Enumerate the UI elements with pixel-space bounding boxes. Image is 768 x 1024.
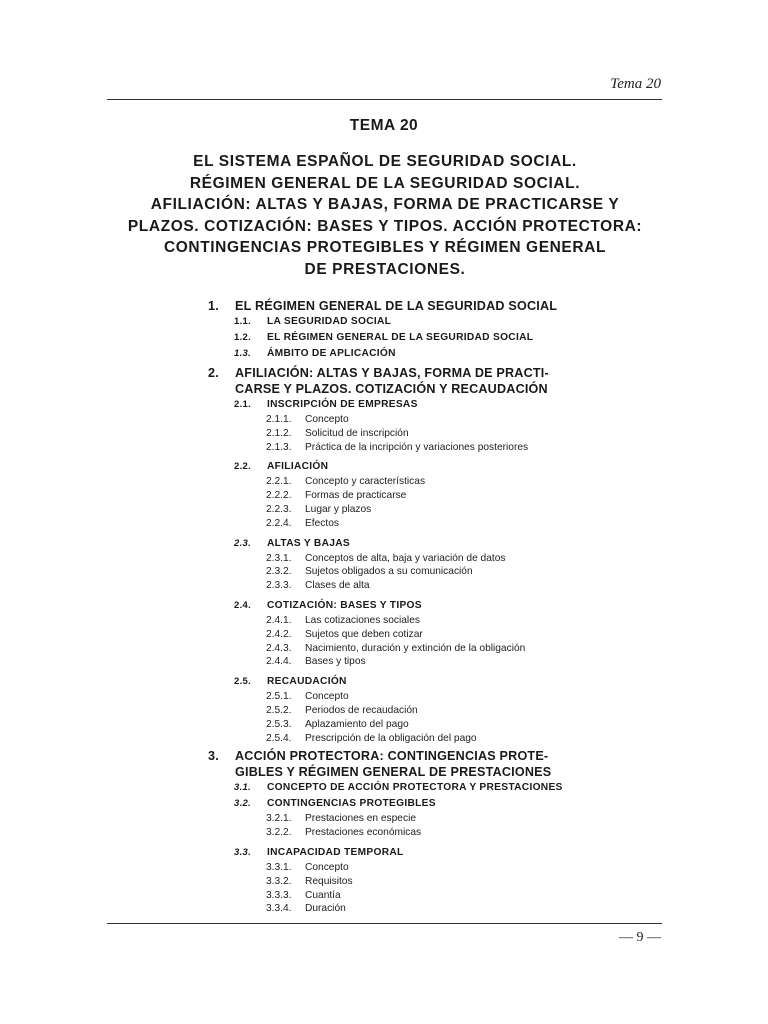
- section-number: 3.: [208, 749, 219, 764]
- toc-subsection: [0, 346, 768, 362]
- toc-item: [0, 565, 768, 579]
- item-number: 2.1.2.: [266, 427, 292, 439]
- item-number: 2.5.2.: [266, 704, 292, 716]
- item-label: Sujetos que deben cotizar: [305, 628, 423, 640]
- toc-item: [0, 889, 768, 903]
- toc-item: [0, 489, 768, 503]
- item-label: Solicitud de inscripción: [305, 427, 409, 439]
- item-number: 3.3.4.: [266, 903, 292, 915]
- item-label: Bases y tipos: [305, 656, 366, 668]
- subsection-label: RECAUDACIÓN: [267, 676, 347, 688]
- subsection-number: 1.3.: [234, 348, 252, 359]
- toc-item: [0, 718, 768, 732]
- toc-item: [0, 441, 768, 455]
- subsection-number: 3.1.: [234, 782, 252, 794]
- item-number: 2.2.3.: [266, 503, 292, 515]
- toc-item: [0, 503, 768, 517]
- item-label: Concepto y características: [305, 476, 426, 488]
- section-number: 1.: [208, 299, 219, 313]
- toc-item: [0, 614, 768, 628]
- item-number: 2.4.1.: [266, 614, 292, 626]
- item-number: 3.3.1.: [266, 861, 292, 873]
- subsection-label: CONTINGENCIAS PROTEGIBLES: [267, 798, 436, 810]
- item-label: Clases de alta: [305, 580, 370, 592]
- toc-subsection: [0, 314, 768, 330]
- item-label: Nacimiento, duración y extinción de la obligación: [305, 642, 526, 654]
- item-number: 2.3.1.: [266, 552, 292, 564]
- item-label: Las cotizaciones sociales: [305, 614, 420, 626]
- toc-item: [0, 427, 768, 441]
- item-number: 2.5.4.: [266, 732, 292, 744]
- item-label: Prestaciones en especie: [305, 813, 416, 825]
- subsection-label: ALTAS Y BAJAS: [267, 537, 350, 549]
- toc-section: [0, 298, 585, 314]
- item-number: 2.5.1.: [266, 691, 292, 703]
- toc-subsection: [0, 598, 768, 614]
- toc-item: [0, 732, 768, 746]
- subsection-number: 2.2.: [234, 461, 252, 473]
- toc-item: [0, 704, 768, 718]
- main-title-line: CONTINGENCIAS PROTEGIBLES Y RÉGIMEN GENERAL: [163, 239, 607, 256]
- tema-title: TEMA 20: [349, 117, 419, 134]
- main-title: [100, 151, 670, 280]
- item-number: 3.2.1.: [266, 813, 292, 825]
- item-label: Cuantía: [305, 889, 341, 901]
- subsection-number: 1.1.: [234, 316, 252, 327]
- item-label: Requisitos: [305, 875, 353, 887]
- item-number: 2.1.1.: [266, 414, 292, 425]
- section-title-line: ACCIÓN PROTECTORA: CONTINGENCIAS PROTE-: [235, 749, 549, 764]
- item-number: 2.4.2.: [266, 628, 292, 640]
- subsection-number: 2.1.: [234, 399, 252, 410]
- footer-rule: [107, 923, 662, 924]
- toc-subsection: [0, 536, 768, 552]
- item-number: 2.3.3.: [266, 580, 292, 592]
- item-label: Prestaciones económicas: [305, 827, 422, 839]
- toc-section: [0, 748, 585, 780]
- section-title-line: CARSE Y PLAZOS. COTIZACIÓN Y RECAUDACIÓN: [235, 382, 548, 396]
- toc-item: [0, 475, 768, 489]
- item-label: Duración: [305, 903, 346, 915]
- toc-item: [0, 628, 768, 642]
- subsection-number: 3.2.: [234, 798, 252, 810]
- toc-subsection: [0, 674, 768, 690]
- subsection-label: COTIZACIÓN: BASES Y TIPOS: [267, 599, 422, 611]
- section-title-line: AFILIACIÓN: ALTAS Y BAJAS, FORMA DE PRACTI-: [235, 366, 549, 380]
- toc-item: [0, 690, 768, 704]
- toc-item: [0, 642, 768, 656]
- subsection-number: 3.3.: [234, 846, 252, 858]
- item-number: 2.2.4.: [266, 517, 292, 529]
- toc-subsection: [0, 459, 768, 475]
- toc-subsection: [0, 845, 768, 861]
- subsection-label: ÁMBITO DE APLICACIÓN: [267, 348, 396, 359]
- toc-item: [0, 902, 768, 916]
- item-number: 3.3.2.: [266, 875, 292, 887]
- subsection-label: INSCRIPCIÓN DE EMPRESAS: [267, 399, 418, 410]
- item-number: 2.1.3.: [266, 441, 292, 453]
- toc-item: [0, 517, 768, 531]
- item-label: Lugar y plazos: [305, 503, 372, 515]
- subsection-label: INCAPACIDAD TEMPORAL: [267, 846, 404, 858]
- item-number: 3.2.2.: [266, 827, 292, 839]
- item-label: Efectos: [305, 517, 339, 529]
- toc-section: [0, 365, 585, 397]
- item-number: 2.2.1.: [266, 476, 292, 488]
- table-of-contents: [0, 298, 768, 916]
- item-label: Práctica de la incripción y variaciones posteriores: [305, 441, 529, 453]
- item-label: Concepto: [305, 691, 349, 703]
- toc-subsection: [0, 780, 768, 796]
- subsection-number: 2.5.: [234, 676, 252, 688]
- item-number: 2.3.2.: [266, 566, 292, 578]
- toc-item: [0, 812, 768, 826]
- toc-subsection: [0, 330, 768, 346]
- main-title-line: RÉGIMEN GENERAL DE LA SEGURIDAD SOCIAL.: [189, 174, 581, 192]
- item-label: Periodos de recaudación: [305, 704, 418, 716]
- item-number: 2.2.2.: [266, 490, 292, 502]
- subsection-label: CONCEPTO DE ACCIÓN PROTECTORA Y PRESTACIONES: [267, 782, 563, 794]
- running-header: Tema 20: [610, 76, 661, 92]
- subsection-label: LA SEGURIDAD SOCIAL: [267, 316, 392, 327]
- item-label: Aplazamiento del pago: [305, 718, 409, 730]
- section-title-line: GIBLES Y RÉGIMEN GENERAL DE PRESTACIONES: [235, 765, 552, 780]
- toc-item: [0, 826, 768, 840]
- toc-item: [0, 552, 768, 566]
- page-number: — 9 —: [619, 930, 661, 945]
- item-label: Concepto: [305, 861, 349, 873]
- toc-item: [0, 579, 768, 593]
- item-number: 2.4.4.: [266, 656, 292, 668]
- item-label: Prescripción de la obligación del pago: [305, 732, 477, 744]
- subsection-number: 1.2.: [234, 332, 252, 343]
- item-label: Sujetos obligados a su comunicación: [305, 566, 473, 578]
- subsection-label: AFILIACIÓN: [267, 461, 329, 473]
- main-title-line: PLAZOS. COTIZACIÓN: BASES Y TIPOS. ACCIÓN PROTECTORA:: [127, 217, 643, 235]
- toc-subsection: [0, 796, 768, 812]
- main-title-line: DE PRESTACIONES.: [304, 260, 466, 278]
- main-title-line: AFILIACIÓN: ALTAS Y BAJAS, FORMA DE PRACTICARSE Y: [150, 196, 620, 213]
- item-number: 2.5.3.: [266, 718, 292, 730]
- header-rule: [107, 99, 662, 100]
- subsection-label: EL RÉGIMEN GENERAL DE LA SEGURIDAD SOCIAL: [267, 332, 534, 343]
- item-number: 3.3.3.: [266, 889, 292, 901]
- subsection-number: 2.4.: [234, 599, 252, 611]
- item-number: 2.4.3.: [266, 642, 292, 654]
- item-label: Conceptos de alta, baja y variación de datos: [305, 552, 506, 564]
- toc-item: [0, 413, 768, 427]
- section-title-line: EL RÉGIMEN GENERAL DE LA SEGURIDAD SOCIAL: [235, 299, 558, 313]
- toc-item: [0, 875, 768, 889]
- item-label: Concepto: [305, 414, 349, 425]
- toc-subsection: [0, 397, 768, 413]
- toc-item: [0, 861, 768, 875]
- section-number: 2.: [208, 366, 219, 380]
- toc-item: [0, 655, 768, 669]
- item-label: Formas de practicarse: [305, 490, 407, 502]
- main-title-line: EL SISTEMA ESPAÑOL DE SEGURIDAD SOCIAL.: [193, 153, 577, 170]
- subsection-number: 2.3.: [234, 537, 252, 549]
